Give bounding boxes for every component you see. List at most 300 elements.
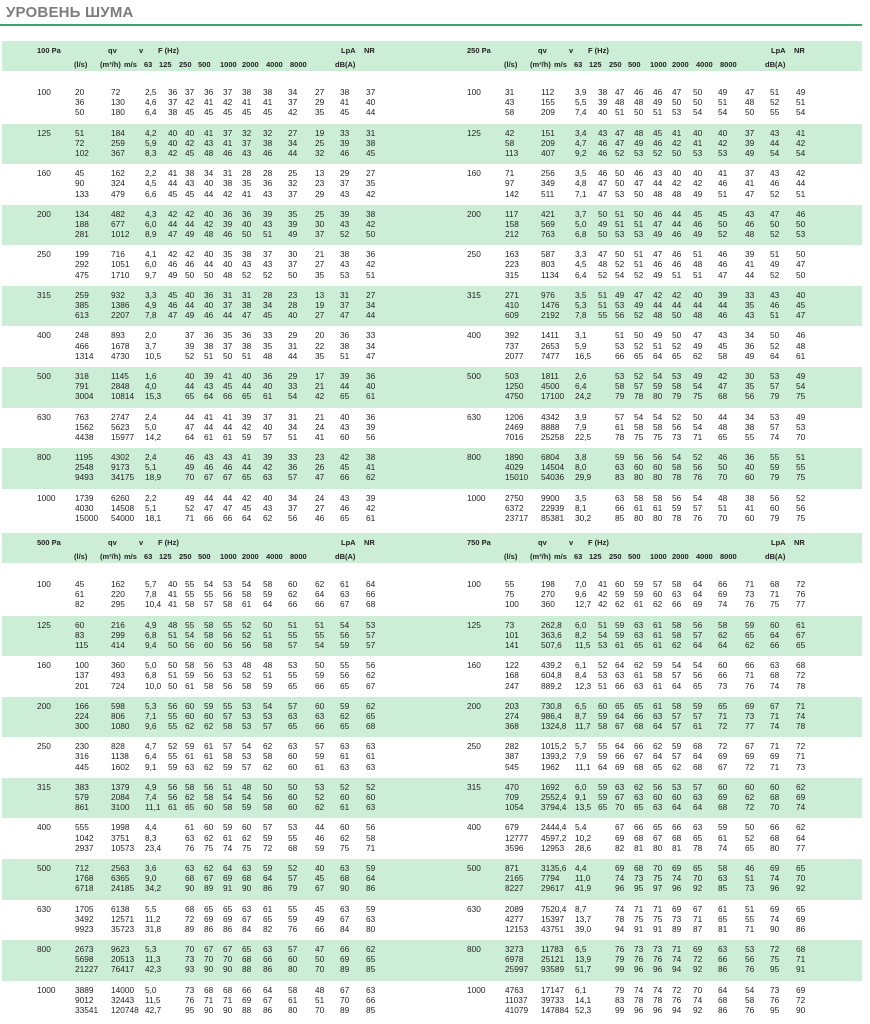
table-cell: 42 bbox=[718, 137, 728, 148]
table-cell: 45 bbox=[242, 107, 252, 118]
table-cell: 68 bbox=[770, 579, 780, 589]
table-row bbox=[2, 782, 432, 792]
table-cell: 76 bbox=[185, 994, 195, 1005]
table-cell: 46 bbox=[223, 229, 233, 240]
table-cell: 120748 bbox=[111, 1005, 139, 1015]
table-cell: 47 bbox=[168, 310, 178, 321]
table-row bbox=[2, 751, 432, 761]
table-cell: 65 bbox=[745, 629, 755, 640]
table-cell: 141 bbox=[505, 639, 519, 650]
table-cell: 72 bbox=[263, 842, 273, 853]
table-cell: 54 bbox=[796, 381, 806, 392]
table-cell: 37 bbox=[223, 87, 233, 97]
table-cell: 62 bbox=[653, 599, 663, 610]
table-cell: 43 bbox=[505, 97, 515, 108]
table-cell: 42 bbox=[366, 218, 376, 229]
table-cell: 52 bbox=[185, 502, 195, 513]
freq-label: 1000 bbox=[220, 552, 237, 561]
table-cell: 62 bbox=[796, 781, 806, 792]
table-cell: 2552,4 bbox=[541, 792, 567, 802]
table-row bbox=[2, 452, 432, 462]
table-cell: 5,0 bbox=[145, 660, 157, 671]
table-cell: 66 bbox=[615, 751, 625, 762]
table-cell: 112 bbox=[541, 87, 555, 97]
table-cell: 27 bbox=[288, 127, 298, 138]
table-row bbox=[2, 883, 432, 893]
freq-label: 2000 bbox=[672, 60, 689, 69]
table-row bbox=[432, 873, 862, 883]
table-cell: 60 bbox=[770, 781, 780, 792]
table-cell: 59 bbox=[615, 452, 625, 463]
table-cell: 7,8 bbox=[145, 589, 157, 600]
table-cell: 38 bbox=[340, 249, 350, 260]
table-cell: 60 bbox=[288, 802, 298, 813]
table-cell: 6,8 bbox=[145, 670, 157, 681]
table-cell: 230 bbox=[75, 741, 89, 752]
table-cell: 100 bbox=[505, 599, 519, 610]
table-cell: 61 bbox=[223, 832, 233, 843]
nr-label: NR bbox=[364, 46, 375, 55]
table-cell: 410 bbox=[505, 300, 519, 310]
table-cell: 61 bbox=[615, 421, 625, 432]
table-cell: 60 bbox=[653, 792, 663, 802]
table-cell: 74 bbox=[770, 680, 780, 691]
table-cell: 64 bbox=[615, 741, 625, 752]
table-cell: 63 bbox=[263, 944, 273, 955]
table-cell: 7,4 bbox=[575, 107, 587, 118]
table-cell: 44 bbox=[288, 350, 298, 361]
table-cell: 11,7 bbox=[575, 721, 591, 732]
table-cell: 50 bbox=[796, 218, 806, 229]
size-group bbox=[2, 367, 432, 408]
table-cell: 63 bbox=[672, 589, 682, 600]
table-cell: 71 bbox=[653, 903, 663, 914]
table-cell: 50 bbox=[168, 660, 178, 671]
table-cell: 44 bbox=[718, 411, 728, 422]
table-cell: 58 bbox=[185, 599, 195, 610]
table-cell: 57 bbox=[672, 751, 682, 762]
table-cell: 59 bbox=[745, 619, 755, 630]
table-cell: 2848 bbox=[111, 381, 130, 392]
size-group bbox=[432, 408, 862, 449]
table-row bbox=[432, 985, 862, 995]
table-cell: 223 bbox=[505, 259, 519, 270]
table-cell: 55 bbox=[168, 751, 178, 762]
table-cell: 54 bbox=[315, 639, 325, 650]
table-cell: 248 bbox=[75, 330, 89, 341]
table-cell: 180 bbox=[111, 107, 125, 118]
nr-label: NR bbox=[794, 538, 805, 547]
table-cell: 44 bbox=[718, 300, 728, 310]
duct-size: 630 bbox=[467, 903, 481, 914]
size-group bbox=[432, 737, 862, 778]
table-cell: 587 bbox=[541, 249, 555, 260]
table-cell: 62 bbox=[672, 639, 682, 650]
size-group bbox=[2, 940, 432, 981]
table-cell: 52 bbox=[672, 340, 682, 351]
table-cell: 36 bbox=[288, 462, 298, 473]
table-cell: 62 bbox=[796, 822, 806, 833]
table-cell: 46 bbox=[672, 249, 682, 260]
table-cell: 80 bbox=[634, 472, 644, 483]
table-cell: 41 bbox=[168, 599, 178, 610]
table-cell: 18,9 bbox=[145, 472, 162, 483]
table-cell: 36 bbox=[745, 452, 755, 463]
table-cell: 68 bbox=[366, 599, 376, 610]
table-cell: 63 bbox=[653, 802, 663, 813]
table-cell: 62 bbox=[242, 832, 252, 843]
table-cell: 54 bbox=[693, 107, 703, 118]
table-cell: 48 bbox=[242, 660, 252, 671]
table-cell: 76 bbox=[770, 994, 780, 1005]
table-cell: 38 bbox=[263, 137, 273, 148]
table-cell: 96 bbox=[770, 883, 780, 894]
table-cell: 71 bbox=[796, 751, 806, 762]
table-cell: 99 bbox=[615, 964, 625, 975]
table-cell: 5,7 bbox=[575, 741, 587, 752]
table-cell: 44 bbox=[204, 259, 214, 270]
table-cell: 47 bbox=[634, 289, 644, 300]
table-cell: 50 bbox=[263, 619, 273, 630]
table-cell: 39 bbox=[223, 218, 233, 229]
duct-size: 200 bbox=[467, 700, 481, 711]
table-cell: 43 bbox=[204, 137, 214, 148]
table-row bbox=[2, 412, 432, 422]
unit-ms: m/s bbox=[554, 552, 567, 561]
table-cell: 89 bbox=[185, 923, 195, 934]
table-cell: 35 bbox=[315, 107, 325, 118]
table-cell: 50 bbox=[796, 249, 806, 260]
table-cell: 37 bbox=[185, 87, 195, 97]
table-cell: 50 bbox=[366, 229, 376, 240]
table-cell: 54 bbox=[693, 381, 703, 392]
table-cell: 91 bbox=[223, 883, 233, 894]
table-cell: 62 bbox=[315, 802, 325, 813]
table-cell: 7,9 bbox=[575, 751, 587, 762]
table-row bbox=[2, 97, 432, 107]
table-cell: 39 bbox=[242, 411, 252, 422]
table-cell: 51 bbox=[168, 670, 178, 681]
table-cell: 68 bbox=[288, 842, 298, 853]
table-cell: 58 bbox=[242, 680, 252, 691]
table-cell: 11,1 bbox=[145, 802, 161, 813]
table-cell: 61 bbox=[718, 903, 728, 914]
table-cell: 43 bbox=[204, 381, 214, 392]
table-cell: 47 bbox=[615, 87, 625, 97]
nr-label: NR bbox=[794, 46, 805, 55]
table-cell: 42 bbox=[598, 589, 608, 600]
table-cell: 62 bbox=[653, 741, 663, 752]
table-cell: 59 bbox=[615, 589, 625, 600]
table-cell: 7,0 bbox=[575, 579, 587, 589]
table-cell: 38 bbox=[242, 340, 252, 351]
table-cell: 78 bbox=[672, 513, 682, 523]
table-cell: 65 bbox=[242, 391, 252, 402]
table-cell: 72 bbox=[770, 944, 780, 955]
table-cell: 52 bbox=[242, 269, 252, 280]
table-cell: 76417 bbox=[111, 964, 135, 975]
table-cell: 22939 bbox=[541, 502, 565, 513]
table-cell: 609 bbox=[505, 310, 519, 321]
table-cell: 58 bbox=[615, 381, 625, 392]
table-cell: 38 bbox=[185, 168, 195, 179]
table-cell: 34,2 bbox=[145, 883, 162, 894]
table-cell: 69 bbox=[223, 913, 233, 924]
table-cell: 55 bbox=[340, 660, 350, 671]
table-cell: 46 bbox=[672, 259, 682, 270]
table-cell: 41 bbox=[204, 127, 214, 138]
table-cell: 60 bbox=[204, 822, 214, 833]
table-cell: 90 bbox=[204, 964, 214, 975]
table-cell: 12,7 bbox=[575, 599, 592, 610]
table-cell: 1705 bbox=[75, 903, 94, 914]
table-cell: 58 bbox=[223, 802, 233, 813]
table-cell: 56 bbox=[366, 431, 376, 442]
table-cell: 51 bbox=[366, 269, 376, 280]
table-cell: 51 bbox=[75, 127, 85, 138]
table-cell: 73 bbox=[185, 954, 195, 965]
table-cell: 72 bbox=[796, 670, 806, 681]
table-cell: 70 bbox=[223, 954, 233, 965]
table-cell: 37 bbox=[223, 340, 233, 351]
table-cell: 89 bbox=[204, 883, 214, 894]
table-row bbox=[2, 599, 432, 609]
table-cell: 76 bbox=[185, 842, 195, 853]
duct-size: 200 bbox=[37, 208, 51, 219]
table-cell: 54 bbox=[634, 411, 644, 422]
size-group bbox=[432, 245, 862, 286]
table-cell: 74 bbox=[615, 873, 625, 884]
table-cell: 86 bbox=[223, 923, 233, 934]
table-cell: 57 bbox=[288, 639, 298, 650]
table-cell: 50 bbox=[672, 147, 682, 158]
table-cell: 51 bbox=[168, 629, 178, 640]
table-cell: 56 bbox=[223, 680, 233, 691]
table-cell: 94 bbox=[672, 964, 682, 975]
table-cell: 64 bbox=[315, 589, 325, 600]
duct-size: 160 bbox=[37, 660, 51, 671]
table-cell: 14,2 bbox=[145, 431, 162, 442]
table-cell: 46 bbox=[672, 229, 682, 240]
table-cell: 58 bbox=[718, 350, 728, 361]
table-cell: 65 bbox=[598, 802, 608, 813]
table-cell: 5,5 bbox=[575, 97, 587, 108]
table-cell: 212 bbox=[505, 229, 519, 240]
table-cell: 1811 bbox=[541, 370, 559, 381]
table-cell: 50 bbox=[718, 462, 728, 473]
table-cell: 47 bbox=[168, 229, 178, 240]
table-cell: 72 bbox=[693, 954, 703, 965]
table-cell: 50 bbox=[223, 350, 233, 361]
table-cell: 46 bbox=[204, 462, 214, 473]
table-cell: 100 bbox=[75, 660, 89, 671]
table-cell: 49 bbox=[168, 269, 178, 280]
table-cell: 68 bbox=[634, 862, 644, 873]
table-cell: 8,2 bbox=[575, 629, 587, 640]
table-cell: 69 bbox=[796, 913, 806, 924]
table-cell: 47 bbox=[598, 178, 608, 189]
table-cell: 38 bbox=[168, 107, 178, 118]
table-cell: 46 bbox=[653, 137, 663, 148]
table-cell: 58 bbox=[204, 619, 214, 630]
table-cell: 113 bbox=[505, 147, 519, 158]
table-cell: 65 bbox=[718, 700, 728, 711]
table-cell: 66 bbox=[615, 502, 625, 513]
unit-m3h: (m³/h) bbox=[100, 60, 121, 69]
table-cell: 68 bbox=[185, 903, 195, 914]
table-cell: 67 bbox=[770, 700, 780, 711]
table-cell: 51 bbox=[315, 619, 325, 630]
table-cell: 8,7 bbox=[575, 710, 587, 721]
table-cell: 61 bbox=[204, 741, 214, 752]
table-cell: 47 bbox=[204, 502, 214, 513]
table-cell: 70 bbox=[770, 802, 780, 813]
table-cell: 64 bbox=[672, 802, 682, 813]
table-cell: 4,9 bbox=[145, 300, 157, 310]
table-cell: 71 bbox=[634, 903, 644, 914]
table-cell: 8,4 bbox=[575, 670, 587, 681]
table-cell: 14508 bbox=[111, 502, 135, 513]
table-cell: 54 bbox=[340, 619, 350, 630]
table-cell: 51 bbox=[634, 259, 644, 270]
table-cell: 40 bbox=[185, 127, 195, 138]
table-cell: 63 bbox=[242, 862, 252, 873]
table-cell: 37 bbox=[168, 97, 178, 108]
table-row bbox=[2, 762, 432, 772]
table-cell: 367 bbox=[111, 147, 125, 158]
table-cell: 209 bbox=[541, 107, 555, 118]
table-cell: 58 bbox=[672, 381, 682, 392]
table-cell: 67 bbox=[204, 873, 214, 884]
table-cell: 59 bbox=[598, 781, 608, 792]
table-cell: 34175 bbox=[111, 472, 135, 483]
table-cell: 27 bbox=[315, 259, 325, 270]
table-cell: 6,0 bbox=[145, 259, 157, 270]
table-cell: 60 bbox=[204, 802, 214, 813]
table-cell: 66 bbox=[634, 822, 644, 833]
table-cell: 52 bbox=[242, 670, 252, 681]
table-cell: 23 bbox=[315, 178, 325, 189]
table-cell: 4,1 bbox=[145, 249, 157, 260]
table-cell: 70 bbox=[796, 873, 806, 884]
table-cell: 61 bbox=[340, 802, 350, 813]
table-cell: 9900 bbox=[541, 492, 560, 503]
table-cell: 2089 bbox=[505, 903, 524, 914]
table-cell: 37 bbox=[288, 259, 298, 270]
table-cell: 274 bbox=[505, 710, 519, 721]
table-cell: 12,3 bbox=[575, 680, 592, 691]
table-cell: 39 bbox=[340, 208, 350, 219]
table-cell: 80 bbox=[288, 964, 298, 975]
table-cell: 49 bbox=[770, 259, 780, 270]
table-cell: 62 bbox=[634, 781, 644, 792]
table-cell: 91 bbox=[634, 923, 644, 934]
table-cell: 40 bbox=[693, 127, 703, 138]
table-cell: 65 bbox=[340, 721, 350, 732]
table-cell: 45 bbox=[75, 579, 85, 589]
table-cell: 64 bbox=[693, 589, 703, 600]
table-cell: 63 bbox=[185, 832, 195, 843]
table-cell: 5,4 bbox=[575, 822, 587, 833]
table-cell: 68 bbox=[223, 984, 233, 995]
table-cell: 59 bbox=[185, 741, 195, 752]
qv-label: qv bbox=[538, 538, 547, 547]
table-cell: 63 bbox=[366, 913, 376, 924]
table-cell: 6804 bbox=[541, 452, 560, 463]
table-cell: 7,1 bbox=[145, 710, 157, 721]
table-cell: 64 bbox=[242, 513, 252, 523]
table-cell: 44 bbox=[770, 137, 780, 148]
table-cell: 42 bbox=[315, 391, 325, 402]
table-row bbox=[432, 681, 862, 691]
freq-label: 125 bbox=[159, 60, 172, 69]
table-cell: 34 bbox=[288, 492, 298, 503]
table-cell: 209 bbox=[541, 137, 555, 148]
table-cell: 80 bbox=[770, 842, 780, 853]
table-cell: 3,5 bbox=[575, 168, 587, 179]
table-cell: 44 bbox=[340, 381, 350, 392]
table-cell: 39 bbox=[263, 208, 273, 219]
table-cell: 46 bbox=[718, 259, 728, 270]
table-cell: 38 bbox=[366, 137, 376, 148]
table-cell: 56 bbox=[366, 822, 376, 833]
table-cell: 58 bbox=[672, 629, 682, 640]
table-cell: 30 bbox=[288, 249, 298, 260]
table-cell: 61 bbox=[315, 761, 325, 772]
table-cell: 56 bbox=[745, 954, 755, 965]
table-cell: 9012 bbox=[75, 994, 94, 1005]
table-cell: 41 bbox=[745, 178, 755, 189]
table-cell: 55 bbox=[745, 913, 755, 924]
table-cell: 83 bbox=[615, 994, 625, 1005]
table-cell: 85 bbox=[366, 1005, 376, 1015]
table-cell: 45 bbox=[340, 462, 350, 473]
table-cell: 39 bbox=[745, 137, 755, 148]
table-cell: 47 bbox=[315, 944, 325, 955]
table-cell: 77 bbox=[796, 842, 806, 853]
freq-label: 8000 bbox=[720, 552, 737, 561]
table-cell: 4,9 bbox=[145, 781, 157, 792]
table-cell: 85 bbox=[615, 513, 625, 523]
table-cell: 48 bbox=[634, 127, 644, 138]
table-cell: 71 bbox=[745, 923, 755, 934]
table-cell: 9,2 bbox=[575, 147, 587, 158]
table-cell: 57 bbox=[672, 721, 682, 732]
table-cell: 44 bbox=[168, 218, 178, 229]
table-cell: 147884 bbox=[541, 1005, 569, 1015]
table-cell: 75 bbox=[340, 842, 350, 853]
table-cell: 80 bbox=[653, 472, 663, 483]
table-cell: 57 bbox=[693, 629, 703, 640]
table-cell: 63 bbox=[615, 670, 625, 681]
table-cell: 43 bbox=[340, 188, 350, 199]
table-cell: 9623 bbox=[111, 944, 130, 955]
table-cell: 4,9 bbox=[145, 619, 157, 630]
table-cell: 53 bbox=[672, 370, 682, 381]
table-cell: 35 bbox=[263, 340, 273, 351]
table-cell: 90 bbox=[204, 1005, 214, 1015]
table-cell: 37 bbox=[288, 97, 298, 108]
table-cell: 11,5 bbox=[145, 994, 161, 1005]
table-cell: 67 bbox=[340, 599, 350, 610]
duct-size: 160 bbox=[467, 168, 481, 179]
table-cell: 68 bbox=[796, 944, 806, 955]
table-cell: 4,0 bbox=[145, 381, 157, 392]
table-cell: 2207 bbox=[111, 310, 130, 321]
table-cell: 42 bbox=[185, 97, 195, 108]
table-cell: 57 bbox=[634, 381, 644, 392]
table-cell: 57 bbox=[263, 721, 273, 732]
